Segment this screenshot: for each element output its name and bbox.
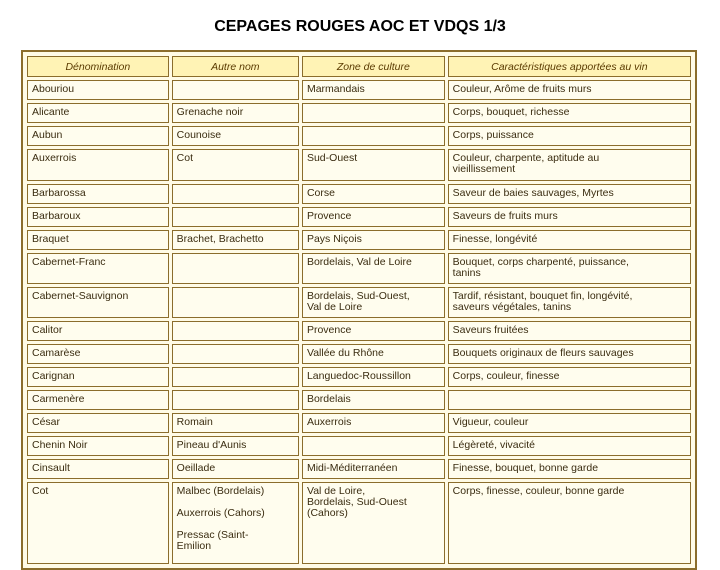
cell-caracteristiques [448,482,691,564]
cell-denomination [27,253,169,284]
cell-text: Provence [306,210,352,222]
header-autre-nom: Autre nom [172,56,299,77]
table-row [27,482,691,564]
cell-caracteristiques [448,184,691,204]
cell-text: Aubun [32,129,63,141]
cell-text: Cinsault [32,462,70,474]
cell-caracteristiques [448,80,691,100]
cell-text: César [32,416,61,428]
cell-denomination [27,344,169,364]
cell-text: Bouquets originaux de fleurs sauvages [452,347,634,359]
header-zone-de-culture: Zone de culture [302,56,445,77]
cell-text: Carignan [32,370,75,382]
cell-caracteristiques [448,413,691,433]
cell-denomination [27,80,169,100]
cell-text: Légèreté, vivacité [452,439,535,451]
cell-text: Cabernet-Sauvignon [32,290,129,302]
cell-text: Bordelais, Sud-Ouest, [306,290,410,302]
cell-autre-nom [172,230,299,250]
cell-autre-nom [172,184,299,204]
cell-text: vieillissement [452,163,516,175]
cell-denomination [27,184,169,204]
cell-text: Brachet, Brachetto [176,233,264,245]
cell-text: Auxerrois [32,152,77,164]
cell-text: Finesse, longévité [452,233,538,245]
cell-denomination [27,482,169,564]
table-row [27,367,691,387]
cell-zone-de-culture [302,459,445,479]
cell-zone-de-culture [302,436,445,456]
cell-denomination [27,287,169,318]
cell-text: Saveur de baies sauvages, Myrtes [452,187,614,199]
cell-text: Auxerrois [306,416,352,428]
cell-zone-de-culture [302,126,445,146]
cell-denomination [27,459,169,479]
cell-caracteristiques [448,390,691,410]
cell-denomination [27,103,169,123]
cell-text: Malbec (Bordelais) [176,485,265,497]
cell-text: Barbaroux [32,210,81,222]
cell-text: Bordelais, Sud-Ouest [306,496,407,508]
cell-autre-nom [172,126,299,146]
cell-autre-nom [172,367,299,387]
cell-zone-de-culture [302,413,445,433]
table-row [27,230,691,250]
cell-denomination [27,367,169,387]
table-row [27,459,691,479]
cell-caracteristiques [448,149,691,181]
cell-text: Alicante [32,106,70,118]
cell-text: Barbarossa [32,187,86,199]
cell-autre-nom [172,459,299,479]
cell-text: Sud-Ouest [306,152,358,164]
cell-caracteristiques [448,321,691,341]
cell-zone-de-culture [302,344,445,364]
cell-caracteristiques [448,103,691,123]
cell-zone-de-culture [302,184,445,204]
cell-zone-de-culture [302,149,445,181]
cell-autre-nom [172,390,299,410]
cell-zone-de-culture [302,321,445,341]
cell-denomination [27,207,169,227]
cell-text: Couleur, charpente, aptitude au [452,152,600,164]
cell-denomination [27,126,169,146]
cell-text: Corps, finesse, couleur, bonne garde [452,485,625,497]
table-row [27,126,691,146]
cell-text: Corps, puissance [452,129,534,141]
cell-text: saveurs végétales, tanins [452,301,572,313]
header-caracteristiques: Caractéristiques apportées au vin [448,56,691,77]
cell-caracteristiques [448,230,691,250]
cell-caracteristiques [448,459,691,479]
table-row [27,103,691,123]
table-row [27,80,691,100]
cell-text: Provence [306,324,352,336]
table-row [27,321,691,341]
cell-caracteristiques [448,253,691,284]
grape-table [21,50,697,570]
cell-text: Bordelais, Val de Loire [306,256,412,268]
cell-text: Grenache noir [176,106,244,118]
cell-text: Val de Loire [306,301,363,313]
cell-text: Pineau d'Aunis [176,439,247,451]
table-row [27,207,691,227]
cell-text: Corse [306,187,335,199]
cell-zone-de-culture [302,482,445,564]
cell-denomination [27,321,169,341]
table-row [27,436,691,456]
cell-text: Braquet [32,233,69,245]
cell-caracteristiques [448,126,691,146]
cell-text: Counoise [176,129,222,141]
cell-caracteristiques [448,367,691,387]
cell-autre-nom [172,413,299,433]
cell-autre-nom [172,436,299,456]
cell-text: Val de Loire, [306,485,366,497]
cell-text: Auxerrois (Cahors) [176,507,265,519]
cell-text: Emilion [176,540,212,552]
cell-zone-de-culture [302,103,445,123]
cell-text: Cabernet-Franc [32,256,106,268]
cell-denomination [27,436,169,456]
cell-text: Vallée du Rhône [306,347,384,359]
cell-denomination [27,149,169,181]
cell-text: Corps, bouquet, richesse [452,106,570,118]
cell-text: Marmandais [306,83,365,95]
cell-text: Romain [176,416,213,428]
table-row [27,344,691,364]
cell-autre-nom [172,207,299,227]
header-denomination: Dénomination [27,56,169,77]
cell-zone-de-culture [302,287,445,318]
table-row [27,287,691,318]
cell-autre-nom [172,103,299,123]
cell-autre-nom [172,287,299,318]
cell-text: Cot [176,152,194,164]
cell-text: Bordelais [306,393,351,405]
cell-caracteristiques [448,436,691,456]
cell-text: Languedoc-Roussillon [306,370,411,382]
cell-autre-nom [172,482,299,564]
cell-zone-de-culture [302,207,445,227]
cell-text: Finesse, bouquet, bonne garde [452,462,599,474]
cell-caracteristiques [448,287,691,318]
cell-text: Cot [32,485,49,497]
cell-autre-nom [172,344,299,364]
cell-text: Camarèse [32,347,81,359]
cell-zone-de-culture [302,230,445,250]
cell-caracteristiques [448,344,691,364]
cell-text: Calitor [32,324,63,336]
cell-denomination [27,230,169,250]
cell-text: Vigueur, couleur [452,416,529,428]
cell-text: Saveurs fruitées [452,324,529,336]
header-row [27,56,691,77]
cell-text: Corps, couleur, finesse [452,370,560,382]
cell-text: Saveurs de fruits murs [452,210,558,222]
cell-autre-nom [172,321,299,341]
cell-denomination [27,413,169,433]
table-row [27,149,691,181]
cell-text: Chenin Noir [32,439,88,451]
cell-text: (Cahors) [306,507,348,519]
cell-denomination [27,390,169,410]
cell-text: Tardif, résistant, bouquet fin, longévité, [452,290,633,302]
cell-zone-de-culture [302,390,445,410]
cell-text: Midi-Méditerranéen [306,462,398,474]
cell-text: Pays Niçois [306,233,362,245]
table-row [27,413,691,433]
cell-text: Abouriou [32,83,75,95]
cell-autre-nom [172,253,299,284]
table-row [27,253,691,284]
cell-text: Pressac (Saint- [176,529,249,541]
cell-text: Couleur, Arôme de fruits murs [452,83,592,95]
table-row [27,390,691,410]
cell-autre-nom [172,149,299,181]
cell-text: Oeillade [176,462,216,474]
cell-caracteristiques [448,207,691,227]
cell-text: tanins [452,267,481,279]
cell-zone-de-culture [302,367,445,387]
cell-zone-de-culture [302,253,445,284]
cell-autre-nom [172,80,299,100]
cell-zone-de-culture [302,80,445,100]
cell-text: Bouquet, corps charpenté, puissance, [452,256,629,268]
table-row [27,184,691,204]
page-title: CEPAGES ROUGES AOC ET VDQS 1/3 [214,18,506,35]
cell-text: Carmenère [32,393,85,405]
